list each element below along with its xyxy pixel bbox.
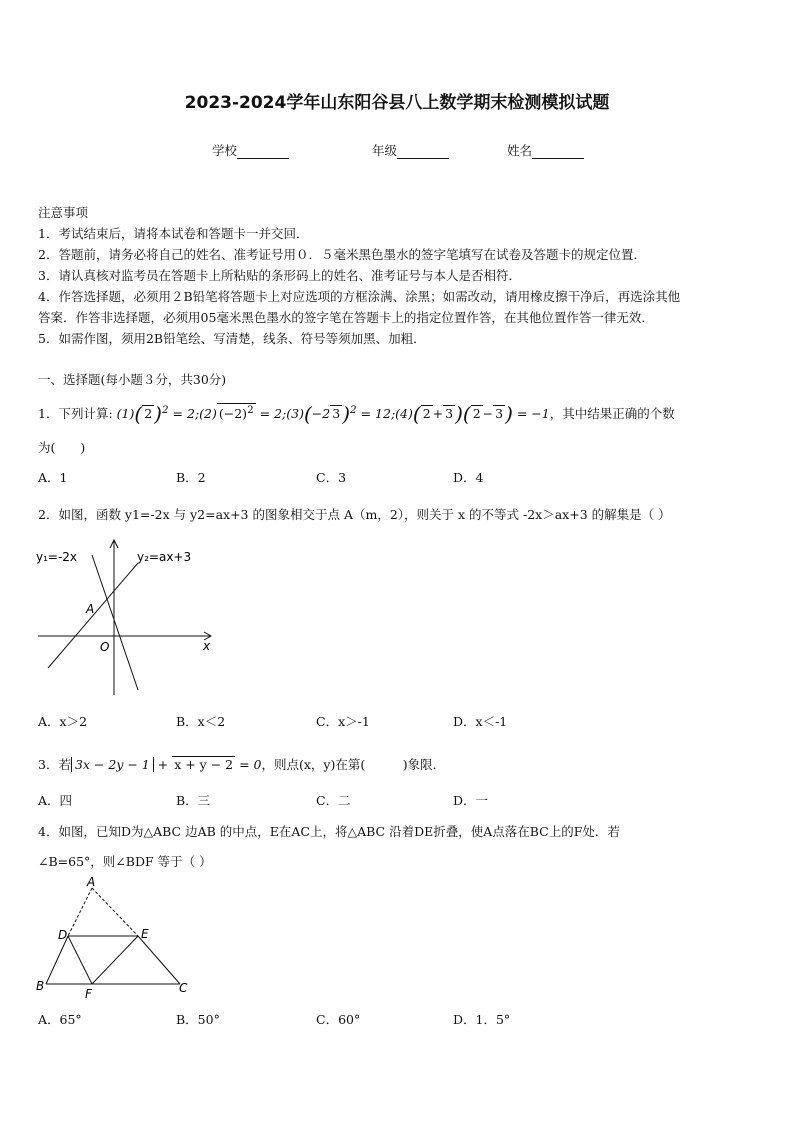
q4-triangle (32, 872, 202, 1002)
grade-label: 年级 (372, 143, 398, 158)
label-b: B (36, 979, 45, 993)
option-a[interactable]: A．65° (38, 1012, 82, 1027)
label-y1: y₁=-2x (36, 550, 78, 564)
school-field[interactable] (212, 141, 289, 159)
notes-heading: 注意事项 (38, 205, 89, 220)
x-axis-label: x (203, 639, 211, 653)
segment-df (68, 936, 92, 984)
q3-formula: 3x − 2y − 1 (71, 757, 154, 772)
label-c: C (179, 981, 188, 995)
segment-ae (92, 888, 138, 936)
option-b[interactable]: B．2 (176, 470, 206, 485)
note-item: 1．考试结束后，请将本试卷和答题卡一并交回． (38, 226, 309, 241)
q1-tail: ，其中结果正确的个数 (549, 406, 675, 421)
note-item: 5．如需作图，须用2B铅笔绘、写清楚，线条、符号等须加黑、加粗． (38, 331, 426, 346)
q3-post: ，则点(x，y)在第( )象限． (261, 757, 446, 772)
point-a-label: A (86, 602, 95, 616)
option-b[interactable]: B．50° (176, 1012, 220, 1027)
note-item: 4．作答选择题，必须用２B铅笔将答题卡上对应选项的方框涂满、涂黑；如需改动，请用橡皮擦干净后，再选涂其他 (38, 289, 681, 304)
school-label: 学校 (212, 143, 238, 158)
question-3: 3．若 3x − 2y − 1 + x + y − 2 = 0，则点(x，y)在第( )象限． (38, 757, 446, 772)
option-d[interactable]: D．1．5° (453, 1012, 511, 1027)
label-d: D (58, 928, 68, 942)
segment-db (46, 936, 68, 984)
label-y2: y₂=ax+3 (137, 550, 192, 564)
q1-formula: (1)( 2 )$^2$ = 2;(2) $(-2)^2$ = 2;(3)(−2 3 )$^2$ = 12;(4)( 2 + 3 )( 2 − 3 ) = −1 (116, 402, 550, 426)
question-1 (38, 402, 675, 426)
name-label: 姓名 (507, 143, 533, 158)
option-c[interactable]: C．3 (316, 470, 347, 485)
option-a[interactable]: A．四 (38, 793, 73, 808)
option-c[interactable]: C．x＞-1 (316, 714, 370, 729)
note-item: 答案．作答非选择题，必须用05毫米黑色墨水的签字笔在答题卡上的指定位置作答，在其他位置作答一律无效． (38, 310, 654, 325)
q2-graph (34, 535, 224, 700)
question-4-line2: ∠B=65°，则∠BDF 等于（ ） (38, 854, 212, 869)
option-a[interactable]: A．x＞2 (38, 714, 88, 729)
option-a[interactable]: A．1 (38, 470, 68, 485)
page-title: 2023-2024学年山东阳谷县八上数学期末检测模拟试题 (184, 93, 610, 113)
origin-label: O (100, 640, 110, 654)
segment-ef (92, 936, 138, 984)
grade-field[interactable] (372, 141, 449, 159)
name-field[interactable] (507, 141, 584, 159)
option-d[interactable]: D．一 (453, 793, 489, 808)
line-y1 (92, 555, 138, 690)
segment-ec (138, 936, 180, 984)
note-item: 3．请认真核对监考员在答题卡上所粘贴的条形码上的姓名、准考证号与本人是否相符． (38, 268, 521, 283)
option-c[interactable]: C．二 (316, 793, 351, 808)
segment-ad (68, 888, 92, 936)
option-d[interactable]: D．x＜-1 (453, 714, 508, 729)
q1-number: 1．下列计算: (38, 406, 113, 421)
label-e: E (141, 927, 149, 941)
option-c[interactable]: C．60° (316, 1012, 361, 1027)
q1-tail2: 为( ) (38, 440, 86, 455)
question-2: 2．如图，函数 y1=-2x 与 y2=ax+3 的图象相交于点 A（m，2），则关于 x 的不等式 -2x＞ax+3 的解集是（ ） (38, 507, 671, 522)
label-f: F (85, 987, 92, 1001)
option-d[interactable]: D．4 (453, 470, 484, 485)
label-a: A (87, 875, 96, 889)
option-b[interactable]: B．三 (176, 793, 211, 808)
q3-pre: 3．若 (38, 757, 71, 772)
question-4: 4．如图，已知D为△ABC 边AB 的中点，E在AC上，将△ABC 沿着DE折叠，使A点落在BC上的F处．若 (38, 824, 620, 839)
option-b[interactable]: B．x＜2 (176, 714, 226, 729)
section-heading: 一、选择题(每小题３分，共30分) (38, 372, 227, 387)
note-item: 2．答题前，请务必将自己的姓名、准考证号用０．５毫米黑色墨水的签字笔填写在试卷及答题卡的规定位置． (38, 247, 646, 262)
